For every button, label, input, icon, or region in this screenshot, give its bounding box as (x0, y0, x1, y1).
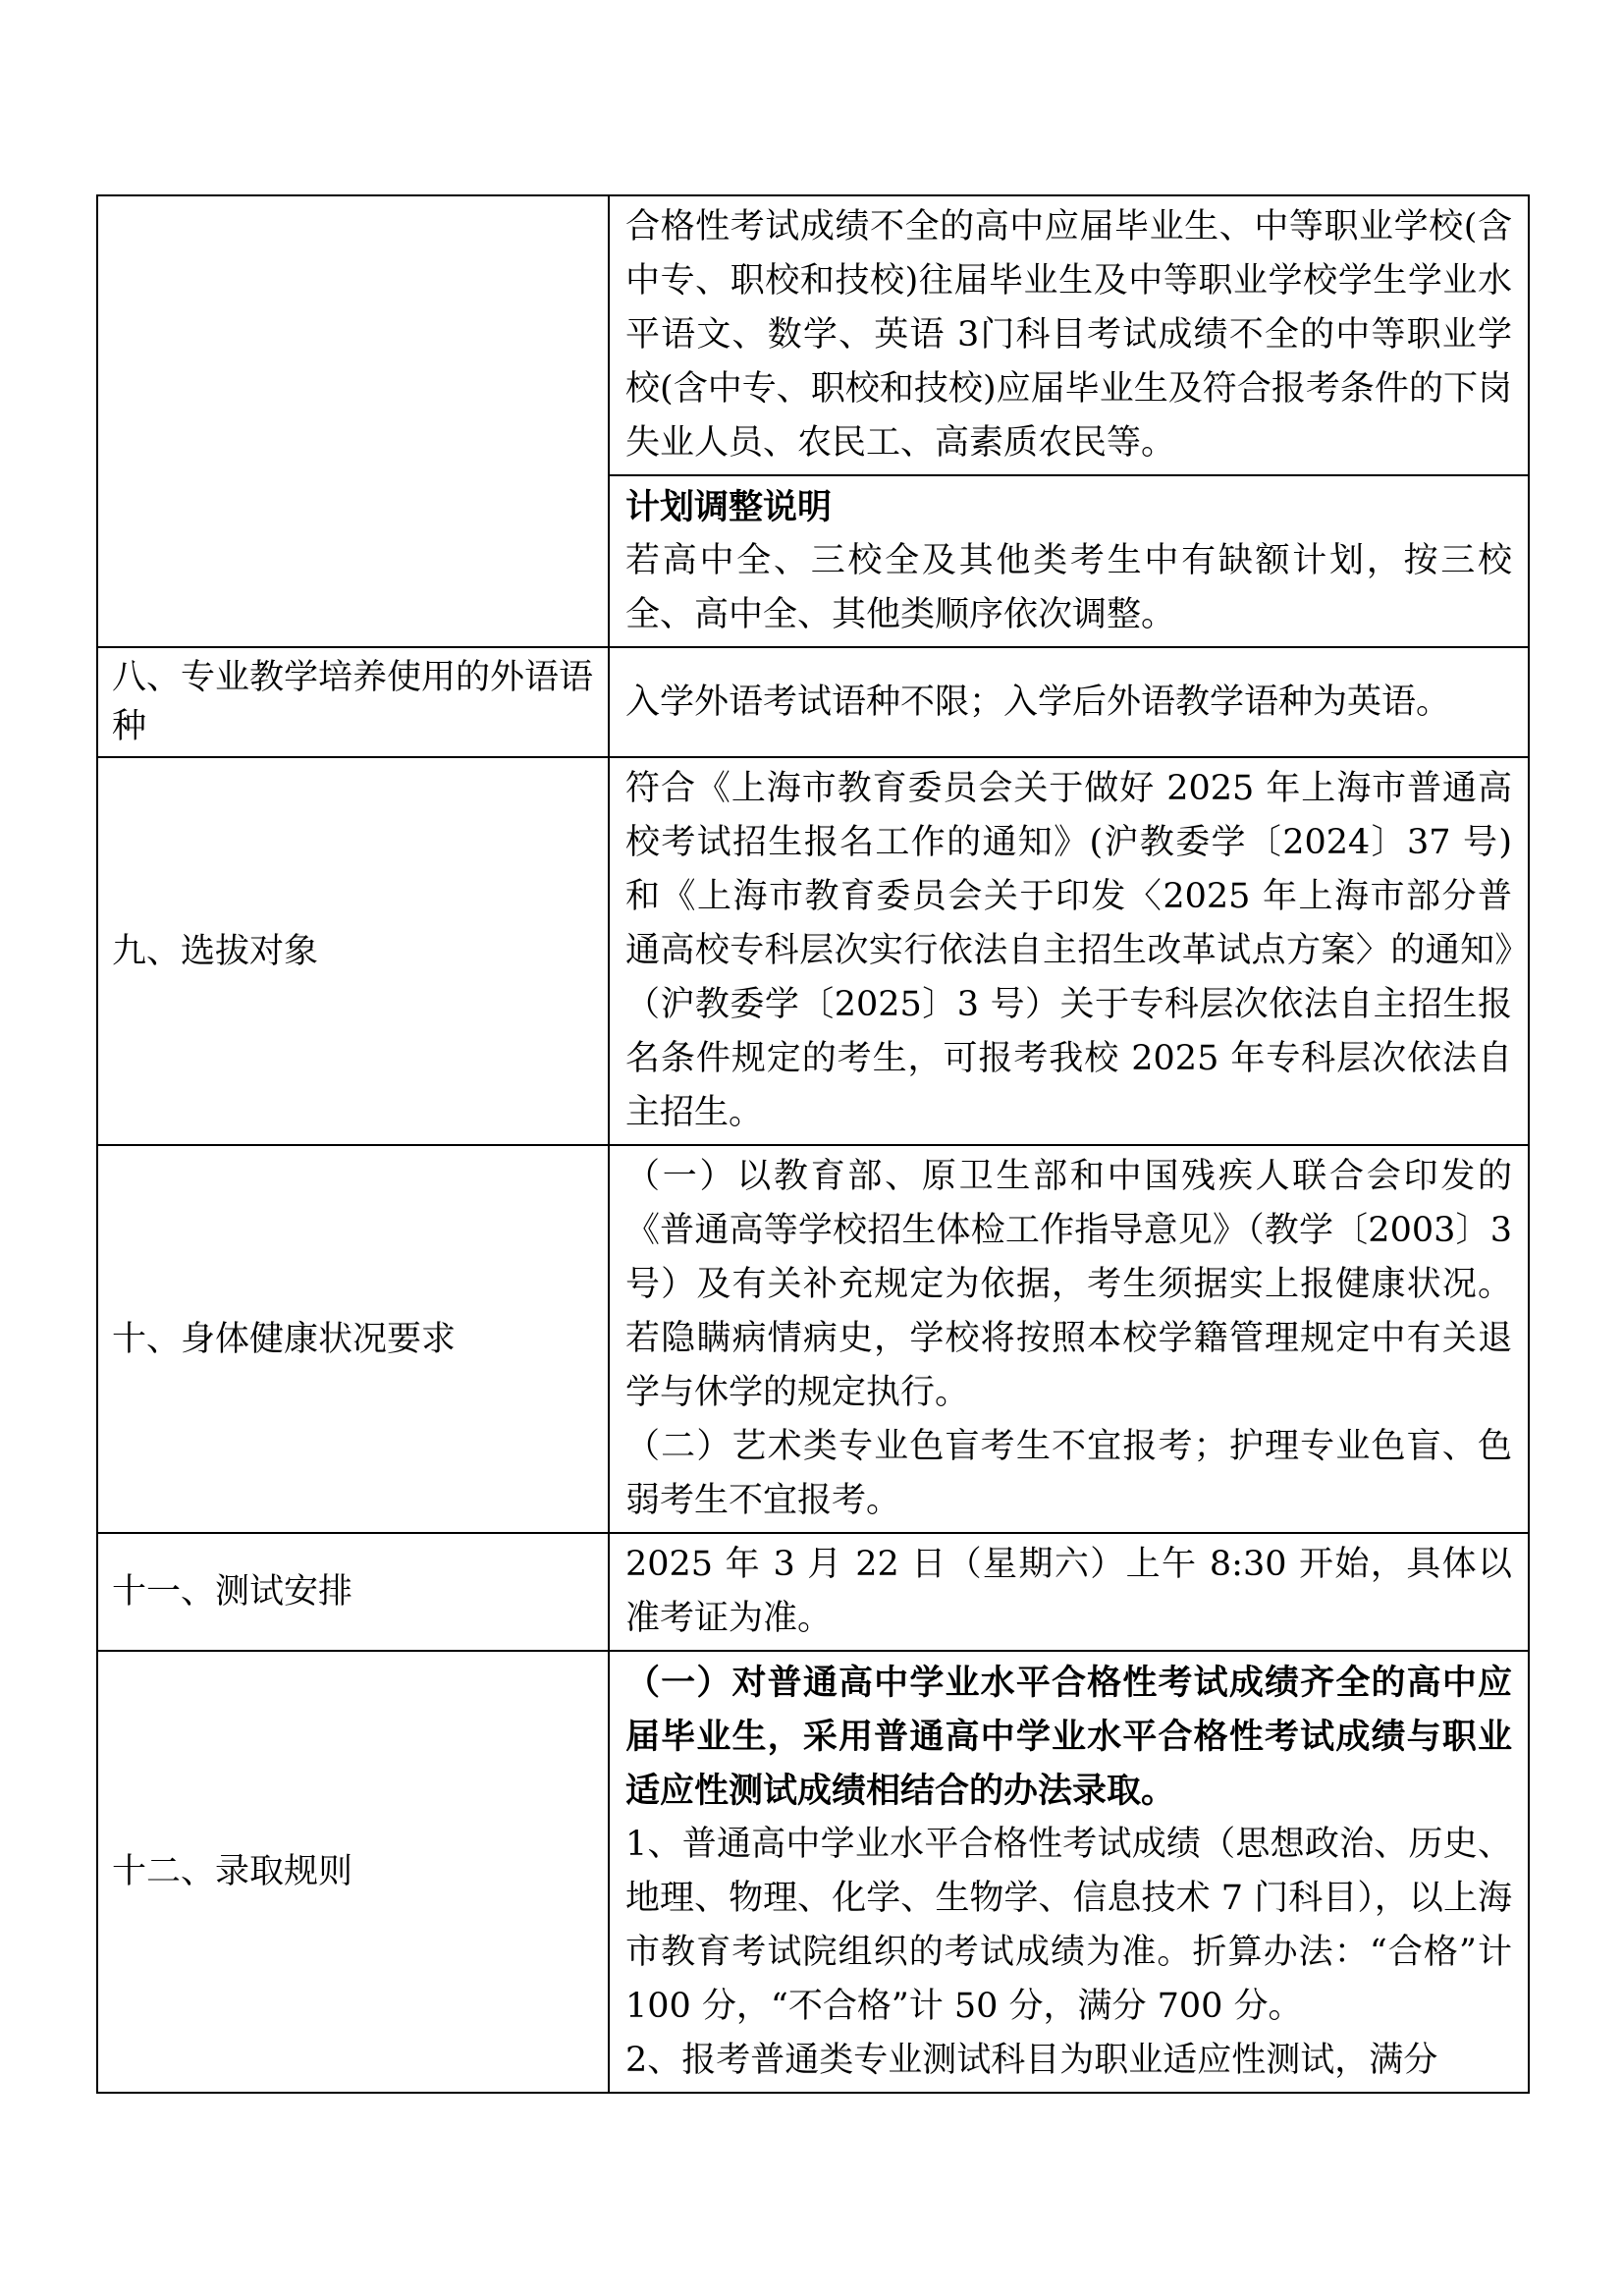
row-label: 十、身体健康状况要求 (97, 1145, 609, 1533)
paragraph: 2025 年 3 月 22 日（星期六）上午 8:30 开始，具体以准考证为准。 (625, 1545, 1512, 1638)
row-content (609, 1145, 1529, 1533)
admission-info-table (96, 194, 1530, 2094)
row-label: 十二、录取规则 (97, 1651, 609, 2093)
table-row (97, 647, 1529, 757)
paragraph: 入学外语考试语种不限；入学后外语教学语种为英语。 (625, 682, 1451, 722)
row-content (609, 1533, 1529, 1651)
paragraph: 若高中全、三校全及其他类考生中有缺额计划，按三校全、高中全、其他类顺序依次调整。 (625, 541, 1512, 634)
bold-paragraph: （一）对普通高中学业水平合格性考试成绩齐全的高中应届毕业生，采用普通高中学业水平合格性考试成绩与职业适应性测试成绩相结合的办法录取。 (625, 1663, 1512, 1811)
row-label: 九、选拔对象 (97, 757, 609, 1145)
paragraph: 2、报考普通类专业测试科目为职业适应性测试，满分 (625, 2041, 1438, 2080)
table-row (97, 757, 1529, 1145)
row-label: 八、专业教学培养使用的外语语种 (97, 647, 609, 757)
table-row (97, 1651, 1529, 2093)
row-label-empty (97, 195, 609, 647)
row-content (609, 647, 1529, 757)
row-content (609, 757, 1529, 1145)
table-row (97, 1533, 1529, 1651)
row-content (609, 1651, 1529, 2093)
paragraph: 合格性考试成绩不全的高中应届毕业生、中等职业学校(含中专、职校和技校)往届毕业生及中等职业学校学生学业水平语文、数学、英语 3门科目考试成绩不全的中等职业学校(含中专、职校和技校)应届毕业生及符合报考条件的下岗失业人员、农民工、高素质农民等。 (625, 207, 1512, 463)
paragraph: （一）以教育部、原卫生部和中国残疾人联合会印发的《普通高等学校招生体检工作指导意见》（教学〔2003〕3 号）及有关补充规定为依据，考生须据实上报健康状况。若隐瞒病情病史，学校将按照本校学籍管理规定中有关退学与休学的规定执行。 (625, 1157, 1512, 1412)
paragraph: 1、普通高中学业水平合格性考试成绩（思想政治、历史、地理、物理、化学、生物学、信息技术 7 门科目），以上海市教育考试院组织的考试成绩为准。折算办法：“合格”计 100 分，“不合格”计 50 分，满分 700 分。 (625, 1825, 1512, 2026)
row-content (609, 475, 1529, 647)
table-row (97, 1145, 1529, 1533)
row-label: 十一、测试安排 (97, 1533, 609, 1651)
table-row (97, 195, 1529, 475)
row-content (609, 195, 1529, 475)
paragraph: （二）艺术类专业色盲考生不宜报考；护理专业色盲、色弱考生不宜报考。 (625, 1427, 1512, 1520)
section-heading: 计划调整说明 (625, 487, 833, 527)
paragraph: 符合《上海市教育委员会关于做好 2025 年上海市普通高校考试招生报名工作的通知》(沪教委学〔2024〕37 号)和《上海市教育委员会关于印发〈2025 年上海市部分普通高校专科层次实行依法自主招生改革试点方案〉的通知》（沪教委学〔2025〕3 号）关于专科层次依法自主招生报名条件规定的考生，可报考我校 2025 年专科层次依法自主招生。 (625, 769, 1512, 1132)
